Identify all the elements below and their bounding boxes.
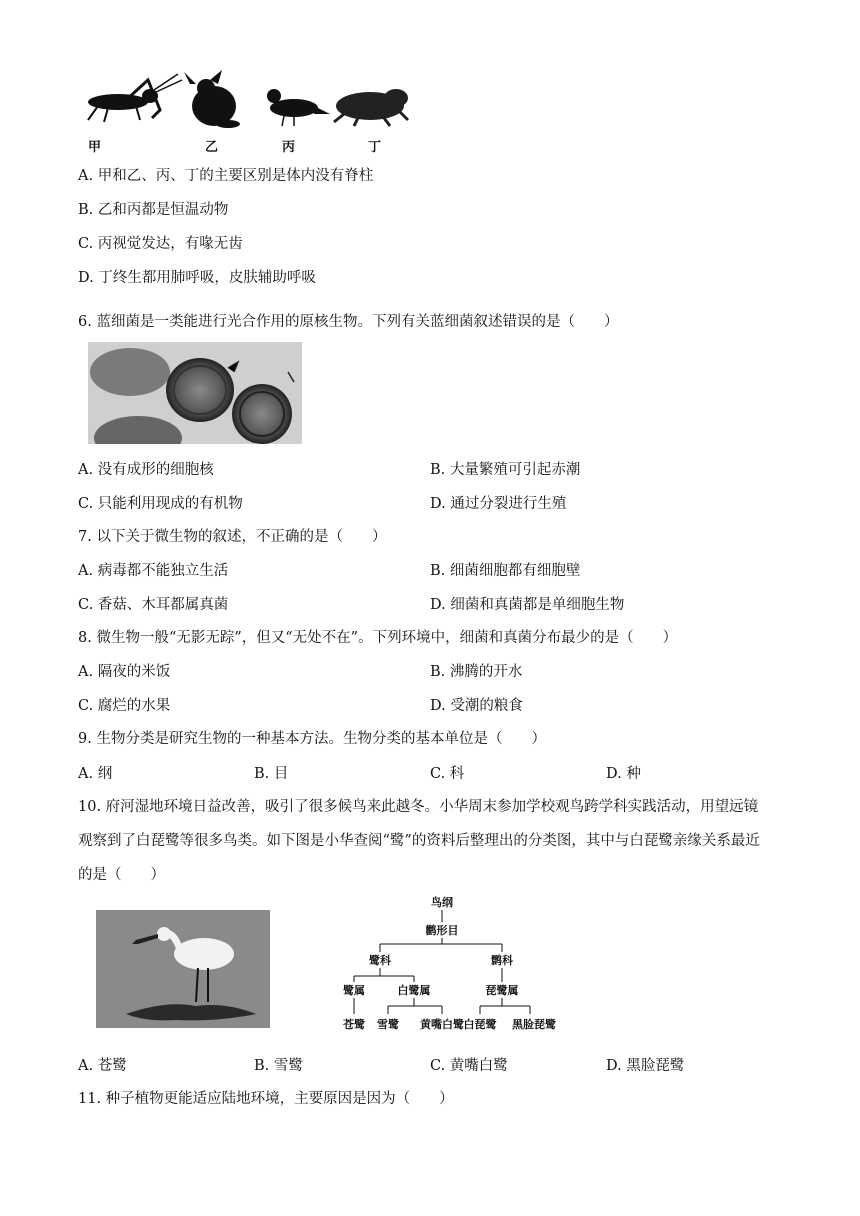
spoonbill-photo xyxy=(96,910,270,1028)
animal-figure xyxy=(78,70,418,160)
q5-option-d: D. 丁终生都用肺呼吸，皮肤辅助呼吸 xyxy=(78,270,316,286)
tree-genus-2: 白鹭属 xyxy=(397,984,431,997)
tree-genus-3: 琵鹭属 xyxy=(485,984,519,997)
q10-option-d: D. 黑脸琵鹭 xyxy=(606,1058,685,1074)
q9-option-b: B. 目 xyxy=(254,766,289,782)
q6-option-b: B. 大量繁殖可引起赤潮 xyxy=(430,462,581,478)
q8-option-a: A. 隔夜的米饭 xyxy=(78,664,171,680)
q6-stem: 6. 蓝细菌是一类能进行光合作用的原核生物。下列有关蓝细菌叙述错误的是（ ） xyxy=(78,314,619,330)
q6-option-d: D. 通过分裂进行生殖 xyxy=(430,496,567,512)
tree-species-3: 黄嘴白鹭 xyxy=(420,1018,464,1031)
q11-stem: 11. 种子植物更能适应陆地环境，主要原因是因为（ ） xyxy=(78,1091,454,1107)
q7-option-c: C. 香菇、木耳都属真菌 xyxy=(78,597,229,613)
q10-option-a: A. 苍鹭 xyxy=(78,1058,127,1074)
q10-stem-line-2: 观察到了白琵鹭等很多鸟类。如下图是小华查阅“鹭”的资料后整理出的分类图，其中与白琵鹭亲缘关系最近 xyxy=(78,833,760,849)
animal-silhouettes xyxy=(78,70,418,130)
q10-stem-line-1: 10. 府河湿地环境日益改善，吸引了很多候鸟来此越冬。小华周末参加学校观鸟跨学科实践活动，用望远镜 xyxy=(78,799,759,815)
tree-species-2: 雪鹭 xyxy=(377,1018,399,1031)
q8-stem: 8. 微生物一般“无影无踪”，但又“无处不在”。下列环境中，细菌和真菌分布最少的是（ ） xyxy=(78,630,678,646)
q10-option-c: C. 黄嘴白鹭 xyxy=(430,1058,508,1074)
tree-order-label: 鹳形目 xyxy=(425,924,459,937)
q9-option-a: A. 纲 xyxy=(78,766,113,782)
q6-option-c: C. 只能利用现成的有机物 xyxy=(78,496,243,512)
tree-family-1: 鹭科 xyxy=(369,954,391,967)
q7-option-d: D. 细菌和真菌都是单细胞生物 xyxy=(430,597,625,613)
q7-stem: 7. 以下关于微生物的叙述，不正确的是（ ） xyxy=(78,529,387,545)
cyanobacteria-micrograph xyxy=(88,342,302,444)
q8-option-c: C. 腐烂的水果 xyxy=(78,698,171,714)
q5-option-b: B. 乙和丙都是恒温动物 xyxy=(78,202,229,218)
q10-option-b: B. 雪鹭 xyxy=(254,1058,303,1074)
tree-genus-1: 鹭属 xyxy=(343,984,365,997)
q9-option-d: D. 种 xyxy=(606,766,641,782)
q7-option-a: A. 病毒都不能独立生活 xyxy=(78,563,229,579)
toad-image xyxy=(334,89,408,126)
tree-species-4: 白琵鹭 xyxy=(463,1018,497,1031)
q10-stem-line-3: 的是（ ） xyxy=(78,867,165,883)
animal-label-jia: 甲 xyxy=(88,140,102,155)
q8-option-d: D. 受潮的粮食 xyxy=(430,698,523,714)
q7-option-b: B. 细菌细胞都有细胞壁 xyxy=(430,563,581,579)
q5-option-c: C. 丙视觉发达，有喙无齿 xyxy=(78,236,243,252)
q9-option-c: C. 科 xyxy=(430,766,465,782)
tree-species-1: 苍鹭 xyxy=(343,1018,365,1031)
grasshopper-image xyxy=(88,74,182,122)
tree-family-2: 鹮科 xyxy=(491,954,513,967)
rabbit-image xyxy=(184,70,240,128)
q5-option-a: A. 甲和乙、丙、丁的主要区别是体内没有脊柱 xyxy=(78,168,374,184)
animal-label-yi: 乙 xyxy=(205,140,219,155)
animal-label-ding: 丁 xyxy=(368,140,382,155)
animal-label-bing: 丙 xyxy=(282,140,296,155)
pigeon-image xyxy=(267,89,330,126)
q9-stem: 9. 生物分类是研究生物的一种基本方法。生物分类的基本单位是（ ） xyxy=(78,731,546,747)
q6-option-a: A. 没有成形的细胞核 xyxy=(78,462,214,478)
tree-species-5: 黑脸琵鹭 xyxy=(512,1018,556,1031)
taxonomy-tree xyxy=(330,892,570,1042)
q8-option-b: B. 沸腾的开水 xyxy=(430,664,523,680)
tree-class-label: 鸟纲 xyxy=(431,896,453,909)
